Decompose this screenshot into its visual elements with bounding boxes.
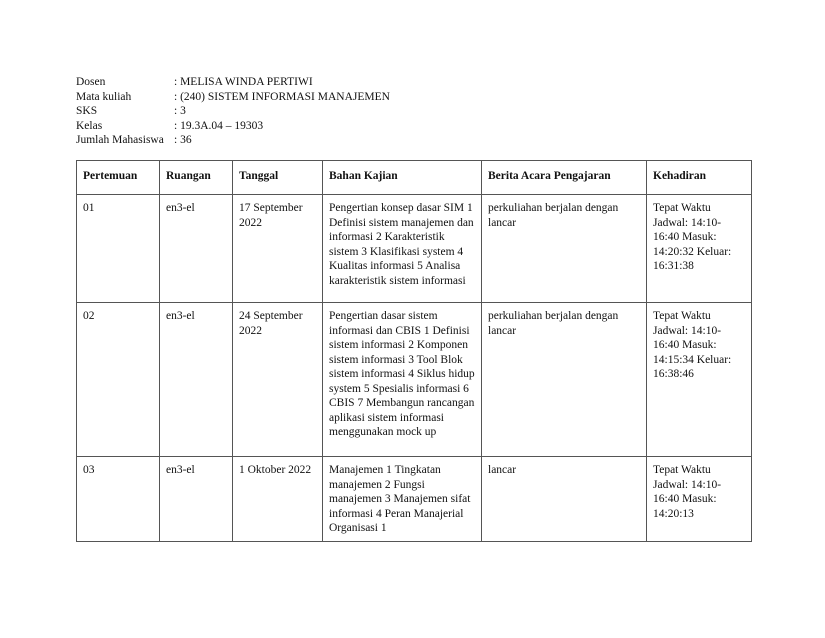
- cell-tanggal: 17 September 2022: [233, 195, 323, 303]
- cell-kehadiran: Tepat Waktu Jadwal: 14:10-16:40 Masuk: 14:20:13: [647, 457, 752, 542]
- sks-value: : 3: [174, 105, 186, 117]
- table-row: [77, 303, 752, 457]
- jumlah-value: : 36: [174, 134, 192, 146]
- cell-pertemuan: 03: [77, 457, 160, 542]
- cell-ruangan: en3-el: [160, 457, 233, 542]
- cell-tanggal: 1 Oktober 2022: [233, 457, 323, 542]
- cell-berita-acara: perkuliahan berjalan dengan lancar: [482, 303, 647, 457]
- info-row-kelas: [76, 119, 390, 134]
- dosen-value: : MELISA WINDA PERTIWI: [174, 76, 313, 88]
- header-berita-acara: Berita Acara Pengajaran: [482, 161, 647, 195]
- table-header-row: [77, 161, 752, 195]
- cell-ruangan: en3-el: [160, 195, 233, 303]
- jumlah-label: Jumlah Mahasiswa: [76, 134, 164, 146]
- cell-kehadiran: Tepat Waktu Jadwal: 14:10-16:40 Masuk: 14:20:32 Keluar: 16:31:38: [647, 195, 752, 303]
- kelas-label: Kelas: [76, 119, 103, 132]
- info-row-matkul: [76, 90, 390, 105]
- cell-bahan-kajian: Manajemen 1 Tingkatan manajemen 2 Fungsi manajemen 3 Manajemen sifat informasi 4 Peran Manajerial Organisasi 1: [323, 457, 482, 542]
- cell-bahan-kajian: Pengertian konsep dasar SIM 1 Definisi sistem manajemen dan informasi 2 Karakteristik sistem 3 Klasifikasi system 4 Kualitas informasi 5 Analisa karakteristik sistem informasi: [323, 195, 482, 303]
- info-row-jumlah: [76, 133, 390, 148]
- table-row: [77, 195, 752, 303]
- cell-pertemuan: 01: [77, 195, 160, 303]
- matkul-label: Mata kuliah: [76, 90, 132, 103]
- header-pertemuan: Pertemuan: [77, 161, 160, 195]
- cell-kehadiran: Tepat Waktu Jadwal: 14:10-16:40 Masuk: 14:15:34 Keluar: 16:38:46: [647, 303, 752, 457]
- matkul-value: : (240) SISTEM INFORMASI MANAJEMEN: [174, 90, 390, 103]
- sks-label: SKS: [76, 105, 98, 117]
- cell-pertemuan: 02: [77, 303, 160, 457]
- course-info: [76, 75, 390, 148]
- attendance-table: [76, 160, 752, 542]
- cell-bahan-kajian: Pengertian dasar sistem informasi dan CBIS 1 Definisi sistem informasi 2 Komponen sistem informasi 3 Tool Blok sistem informasi 4 Siklus hidup system 5 Spesialis informasi 6 CBIS 7 Membangun rancangan aplikasi sistem informasi menggunakan mock up: [323, 303, 482, 457]
- cell-tanggal: 24 September 2022: [233, 303, 323, 457]
- info-row-sks: [76, 104, 390, 119]
- dosen-label: Dosen: [76, 76, 106, 88]
- cell-ruangan: en3-el: [160, 303, 233, 457]
- table-row: [77, 457, 752, 542]
- header-kehadiran: Kehadiran: [647, 161, 752, 195]
- cell-berita-acara: perkuliahan berjalan dengan lancar: [482, 195, 647, 303]
- header-ruangan: Ruangan: [160, 161, 233, 195]
- cell-berita-acara: lancar: [482, 457, 647, 542]
- header-bahan-kajian: Bahan Kajian: [323, 161, 482, 195]
- header-tanggal: Tanggal: [233, 161, 323, 195]
- info-row-dosen: [76, 75, 390, 90]
- kelas-value: : 19.3A.04 – 19303: [174, 119, 264, 132]
